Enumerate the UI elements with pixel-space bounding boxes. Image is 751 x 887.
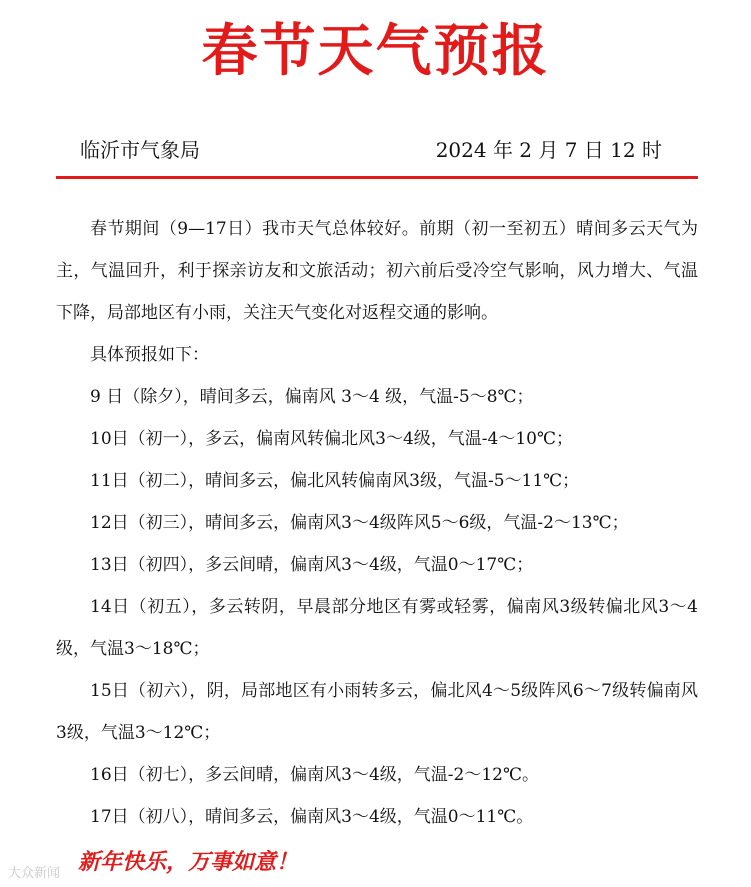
forecast-day-14: 14日（初五），多云转阴，早晨部分地区有雾或轻雾，偏南风3级转偏北风3～4级，气温3～18℃； (56, 597, 698, 659)
forecast-day-12: 12日（初三），晴间多云，偏南风3～4级阵风5～6级，气温-2～13℃； (90, 513, 629, 533)
forecast-day-10: 10日（初一），多云，偏南风转偏北风3～4级，气温-4～10℃； (90, 429, 573, 449)
page-title: 春节天气预报 (201, 19, 550, 84)
red-divider (56, 176, 698, 179)
forecast-day-9: 9 日（除夕），晴间多云，偏南风 3～4 级，气温-5～8℃； (90, 387, 534, 407)
summary-paragraph: 春节期间（9—17日）我市天气总体较好。前期（初一至初五）晴间多云天气为主，气温回升，利于探亲访友和文旅活动；初六前后受冷空气影响，风力增大、气温下降，局部地区有小雨，关注天气变化对返程交通的影响。 (56, 219, 698, 323)
issue-time: 2024 年 2 月 7 日 12 时 (435, 138, 662, 162)
detail-intro: 具体预报如下： (90, 345, 209, 365)
forecast-day-11: 11日（初二），晴间多云，偏北风转偏南风3级，气温-5～11℃； (90, 471, 580, 491)
watermark-logo: 大众新闻 (8, 866, 61, 881)
forecast-day-15: 15日（初六），阴，局部地区有小雨转多云，偏北风4～5级阵风6～7级转偏南风3级，气温3～12℃； (56, 681, 698, 743)
forecast-day-13: 13日（初四），多云间晴，偏南风3～4级，气温0～17℃； (90, 555, 534, 575)
forecast-body (56, 208, 698, 838)
forecast-day-17: 17日（初八），晴间多云，偏南风3～4级，气温0～11℃。 (90, 807, 534, 827)
issuer-name: 临沂市气象局 (80, 138, 200, 162)
forecast-day-16: 16日（初七），多云间晴，偏南风3～4级，气温-2～12℃。 (90, 765, 539, 785)
greeting: 新年快乐，万事如意！ (78, 849, 299, 875)
